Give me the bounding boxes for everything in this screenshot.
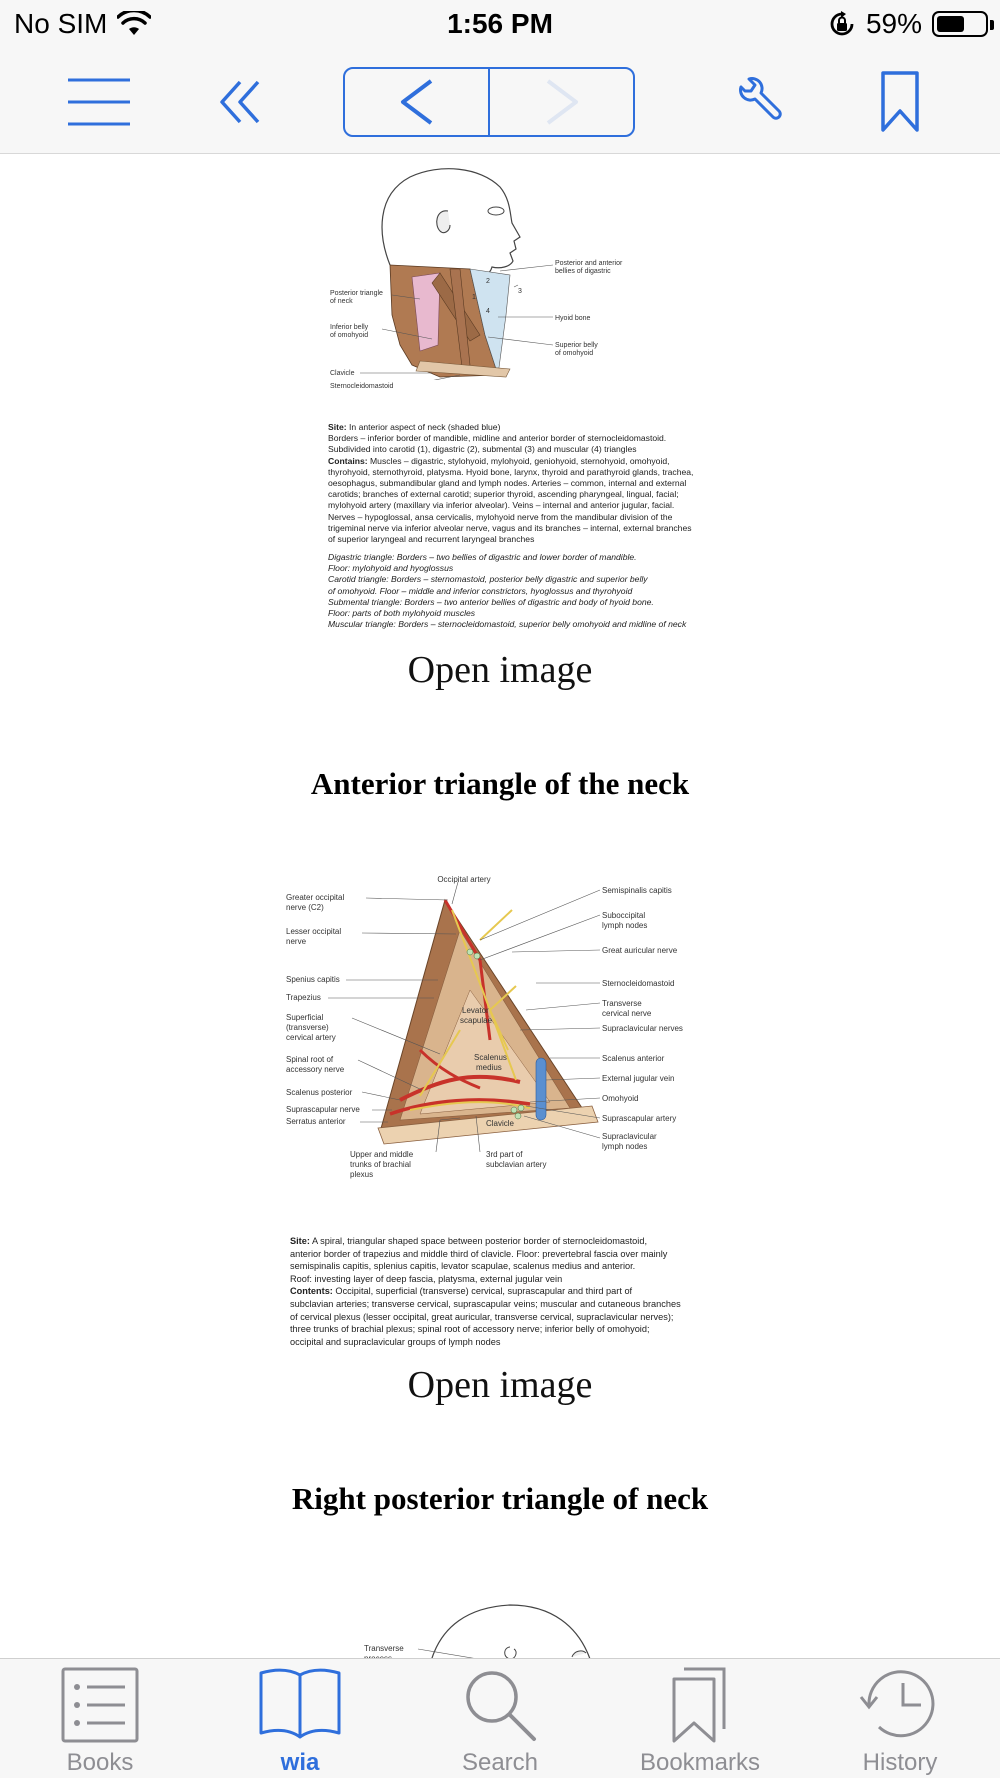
caption-line: mylohyoid artery (maxillary via inferior alveolar). Veins – internal and anterior jugular, facial.	[328, 500, 675, 511]
fig1-label-superior-belly-2: of omohyoid	[555, 350, 594, 357]
settings-button[interactable]	[730, 74, 786, 130]
fig2-label-trapezius: Trapezius	[286, 993, 321, 1002]
fig2-label-superficial-2: (transverse)	[286, 1023, 329, 1032]
right-posterior-triangle-figure[interactable]	[360, 1585, 640, 1658]
fig2-label-scalenus-medius: Scalenus	[474, 1053, 507, 1062]
fig1-label-hyoid: Hyoid bone	[555, 315, 591, 322]
fig1-caption	[328, 422, 700, 545]
caption-line: Contents: Occipital, superficial (transverse) cervical, suprascapular and third part of	[290, 1286, 633, 1297]
fig1-label-digastric: Posterior and anterior	[555, 260, 623, 267]
caption-line: Roof: investing layer of deep fascia, platysma, external jugular vein	[290, 1273, 563, 1284]
caption-line: Submental triangle: Borders – two anterior bellies of digastric and body of hyoid bone.	[328, 596, 654, 607]
tab-books-label: Books	[66, 1749, 134, 1776]
bookmarks-icon	[670, 1667, 730, 1743]
fig2-label-brachial-3: plexus	[350, 1170, 374, 1179]
fig2-label-omohyoid: Omohyoid	[602, 1094, 639, 1103]
fig1-label-posterior-triangle-2: of neck	[330, 298, 353, 305]
fig1-label-superior-belly: Superior belly	[555, 342, 598, 349]
fig2-label-suprascapular-artery: Suprascapular artery	[602, 1114, 677, 1123]
open-image-link-1[interactable]: Open image	[407, 649, 593, 691]
fig2-label-great-auricular: Great auricular nerve	[602, 946, 678, 955]
fig1-caption-b	[328, 552, 700, 630]
fig2-label-serratus: Serratus anterior	[286, 1117, 346, 1126]
fig2-label-suprascapular-nerve: Suprascapular nerve	[286, 1105, 360, 1114]
fig2-label-brachial: Upper and middle	[350, 1150, 414, 1159]
caption-line: Floor: parts of both mylohyoid muscles	[328, 608, 476, 619]
fig2-label-transverse-cervical-2: cervical nerve	[602, 1009, 652, 1018]
double-chevron-left-icon	[218, 79, 262, 125]
page-nav-segment	[343, 67, 635, 137]
caption-line: occipital and supraclavicular groups of lymph nodes	[290, 1336, 501, 1347]
caption-line: Subdivided into carotid (1), digastric (2), submental (3) and muscular (4) triangles	[328, 444, 637, 455]
history-icon	[859, 1667, 941, 1743]
fig2-label-clavicle: Clavicle	[486, 1119, 515, 1128]
fig1-label-scm: Sternocleidomastoid	[330, 383, 394, 390]
battery-icon	[932, 11, 988, 37]
tab-search[interactable]	[400, 1659, 600, 1778]
search-icon	[462, 1667, 538, 1743]
fig2-label-scalenus-posterior: Scalenus posterior	[286, 1088, 353, 1097]
posterior-triangle-figure[interactable]	[280, 870, 720, 1190]
section-title-posterior: Right posterior triangle of neck	[291, 1481, 709, 1516]
chevron-left-icon	[399, 78, 435, 126]
caption-line: Site: In anterior aspect of neck (shaded blue)	[328, 422, 501, 432]
fig2-label-greater-occipital: Greater occipital	[286, 893, 345, 902]
fig2-label-lesser-occipital: Lesser occipital	[286, 927, 342, 936]
battery-level	[937, 16, 964, 32]
fig1-label-clavicle: Clavicle	[330, 370, 355, 377]
fig2-label-spinal-root-2: accessory nerve	[286, 1065, 345, 1074]
fig1-num-1: 1	[472, 294, 476, 301]
caption-line: Muscular triangle: Borders – sternocleidomastoid, superior belly omohyoid and midline of neck	[328, 619, 687, 630]
fig2-label-greater-occipital-2: nerve (C2)	[286, 903, 324, 912]
fig2-label-suboccipital-2: lymph nodes	[602, 921, 648, 930]
caption-line: of superior laryngeal and recurrent laryngeal branches	[328, 534, 535, 545]
reader-toolbar	[0, 50, 1000, 154]
fig2-label-levator-2: scapulae	[460, 1016, 493, 1025]
fig2-label-brachial-2: trunks of brachial	[350, 1160, 411, 1169]
caption-line: of omohyoid. Floor – middle and inferior constrictors, hyoglossus and thyrohyoid	[328, 585, 633, 596]
fig2-label-scalenus-medius-2: medius	[476, 1063, 502, 1072]
fig2-label-superficial-3: cervical artery	[286, 1033, 336, 1042]
caption-line: Nerves – hypoglossal, ansa cervicalis, mylohyoid nerve from the mandibular division of the	[328, 511, 673, 522]
list-icon	[61, 1667, 139, 1743]
fig2-label-external-jugular: External jugular vein	[602, 1074, 675, 1083]
fig2-label-scm: Sternocleidomastoid	[602, 979, 675, 988]
caption-line: oesophagus, submandibular gland and lymph nodes. Arteries – common, internal and external	[328, 478, 687, 489]
caption-line: Borders – inferior border of mandible, midline and anterior border of sternocleidomastoid.	[328, 433, 667, 444]
caption-line: trigeminal nerve via inferior alveolar nerve, vagus and its branches – internal, external branches	[328, 522, 692, 533]
fig2-label-supraclavicular-nodes: Supraclavicular	[602, 1132, 657, 1141]
caption-line: Carotid triangle: Borders – sternomastoid, posterior belly digastric and superior belly	[328, 574, 648, 585]
fig3-label-transverse: Transverse	[364, 1644, 404, 1653]
fig2-label-supraclavicular-nodes-2: lymph nodes	[602, 1142, 648, 1151]
caption-line: semispinalis capitis, splenius capitis, levator scapulae, scalenus medius and anterior.	[290, 1261, 636, 1272]
carrier-label: No SIM	[14, 8, 108, 39]
tab-wia[interactable]	[200, 1659, 400, 1778]
fig1-label-digastric-2: bellies of digastric	[555, 268, 611, 275]
caption-line: of cervical plexus (lesser occipital, great auricular, transverse cervical, supraclavicular nerves);	[290, 1311, 674, 1322]
caption-line: thyrohyoid, sternothyroid, platysma. Hyoid bone, larynx, thyroid and parathyroid glands, trachea,	[328, 466, 694, 477]
previous-page-button[interactable]	[345, 69, 488, 135]
open-image-link-2[interactable]: Open image	[407, 1364, 593, 1406]
tab-search-label: Search	[461, 1749, 539, 1776]
anterior-triangle-figure[interactable]	[320, 165, 680, 380]
menu-icon	[66, 76, 132, 128]
tab-wia-label: wia	[280, 1749, 320, 1776]
fig2-label-spinal-root: Spinal root of	[286, 1055, 334, 1064]
fig2-caption	[290, 1235, 720, 1348]
status-time: 1:56 PM	[447, 8, 553, 39]
section-title-anterior: Anterior triangle of the neck	[310, 766, 690, 801]
fig2-label-scalenus-anterior: Scalenus anterior	[602, 1054, 665, 1063]
reader-content[interactable]	[0, 155, 1000, 1658]
menu-button[interactable]	[62, 74, 136, 130]
bookmark-icon	[880, 71, 920, 133]
chevron-right-icon	[544, 78, 580, 126]
tab-bar	[0, 1658, 1000, 1778]
fig2-label-superficial: Superficial	[286, 1013, 324, 1022]
fig2-label-suboccipital: Suboccipital	[602, 911, 646, 920]
caption-line: Floor: mylohyoid and hyoglossus	[328, 563, 454, 574]
fig1-num-3: 3	[518, 288, 522, 295]
back-to-start-button[interactable]	[212, 76, 268, 128]
fig1-label-inferior-belly: Inferior belly	[330, 324, 369, 331]
wrench-icon	[733, 77, 783, 127]
status-bar	[0, 0, 1000, 50]
caption-line: subclavian arteries; transverse cervical, suprascapular veins; muscular and cutaneous branches	[290, 1298, 681, 1309]
tab-history[interactable]	[800, 1659, 1000, 1778]
fig1-label-inferior-belly-2: of omohyoid	[330, 332, 369, 339]
fig1-label-posterior-triangle: Posterior triangle	[330, 290, 383, 297]
fig2-label-lesser-occipital-2: nerve	[286, 937, 307, 946]
fig2-label-subclavian-2: subclavian artery	[486, 1160, 547, 1169]
caption-line: anterior border of trapezius and middle third of clavicle. Floor: prevertebral fascia over mainly	[290, 1248, 668, 1259]
caption-line: carotids; branches of external carotid; superior thyroid, ascending pharyngeal, lingual, facial;	[328, 489, 679, 500]
fig1-label-scm-row	[320, 380, 680, 390]
tab-bookmarks-label: Bookmarks	[639, 1749, 761, 1776]
tab-bookmarks[interactable]	[600, 1659, 800, 1778]
rotation-lock-icon	[828, 10, 856, 38]
fig2-label-occipital-artery: Occipital artery	[437, 875, 491, 884]
fig1-num-4: 4	[486, 308, 490, 315]
caption-line: Digastric triangle: Borders – two bellies of digastric and lower border of mandible.	[328, 552, 637, 562]
fig2-label-splenius: Spenius capitis	[286, 975, 340, 984]
caption-line: Contains: Muscles – digastric, stylohyoid, mylohyoid, geniohyoid, sternohyoid, omohyoid,	[328, 455, 670, 466]
fig2-label-semispinalis: Semispinalis capitis	[602, 886, 672, 895]
battery-percent: 59%	[865, 8, 922, 39]
next-page-button[interactable]	[488, 69, 633, 135]
book-open-icon	[259, 1667, 341, 1743]
bookmark-button[interactable]	[876, 70, 924, 134]
caption-line: three trunks of brachial plexus; spinal root of accessory nerve; inferior belly of omohyoid;	[290, 1324, 650, 1335]
tab-history-label: History	[862, 1749, 938, 1776]
fig1-num-2: 2	[486, 278, 490, 285]
fig2-label-levator: Levator	[462, 1006, 489, 1015]
fig2-label-transverse-cervical: Transverse	[602, 999, 642, 1008]
status-right	[828, 8, 988, 40]
caption-line: Site: A spiral, triangular shaped space between posterior border of sternocleidomastoid,	[290, 1236, 647, 1246]
fig2-label-subclavian: 3rd part of	[486, 1150, 523, 1159]
fig2-label-supraclavicular-nerves: Supraclavicular nerves	[602, 1024, 683, 1033]
tab-books[interactable]	[0, 1659, 200, 1778]
